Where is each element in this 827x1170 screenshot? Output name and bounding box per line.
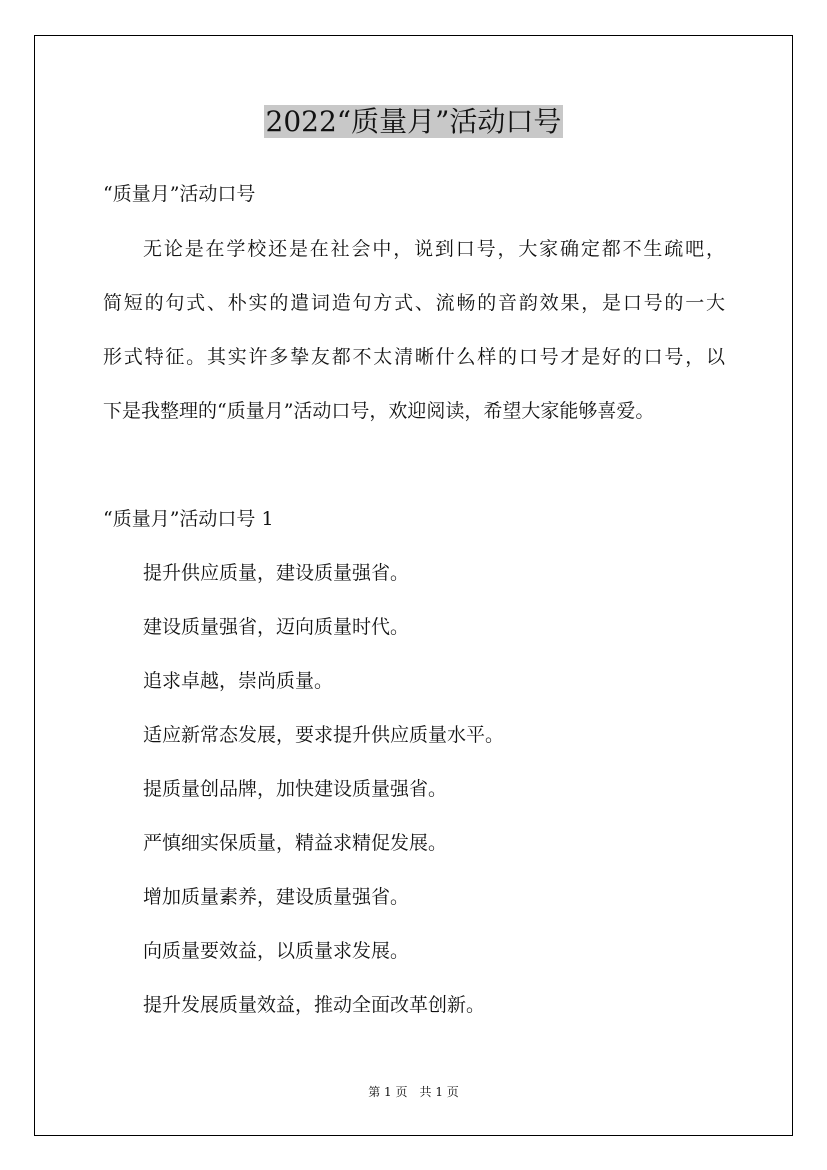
slogan-item: 提升供应质量，建设质量强省。 — [143, 562, 410, 584]
slogan-item: 提升发展质量效益，推动全面改革创新。 — [143, 994, 486, 1016]
intro-line: 无论是在学校还是在社会中，说到口号，大家确定都不生疏吧， — [143, 238, 725, 260]
slogan-item: 建设质量强省，迈向质量时代。 — [143, 616, 410, 638]
document-subtitle: “质量月”活动口号 — [103, 183, 256, 205]
intro-line: 下是我整理的“质量月”活动口号，欢迎阅读，希望大家能够喜爱。 — [103, 400, 655, 422]
slogan-item: 提质量创品牌，加快建设质量强省。 — [143, 778, 448, 800]
document-title — [0, 101, 827, 143]
intro-line: 形式特征。其实许多挚友都不太清晰什么样的口号才是好的口号，以 — [103, 346, 725, 368]
slogan-item: 增加质量素养，建设质量强省。 — [143, 886, 410, 908]
page-number-footer: 第 1 页 共 1 页 — [368, 1085, 459, 1099]
intro-line: 简短的句式、朴实的遣词造句方式、流畅的音韵效果，是口号的一大 — [103, 292, 725, 314]
slogan-item: 适应新常态发展，要求提升供应质量水平。 — [143, 724, 505, 746]
slogan-item: 向质量要效益，以质量求发展。 — [143, 940, 410, 962]
document-title-text: 2022“质量月”活动口号 — [265, 105, 562, 138]
slogan-item: 严慎细实保质量，精益求精促发展。 — [143, 832, 448, 854]
section-heading: “质量月”活动口号 1 — [103, 508, 274, 530]
slogan-item: 追求卓越，崇尚质量。 — [143, 670, 334, 692]
